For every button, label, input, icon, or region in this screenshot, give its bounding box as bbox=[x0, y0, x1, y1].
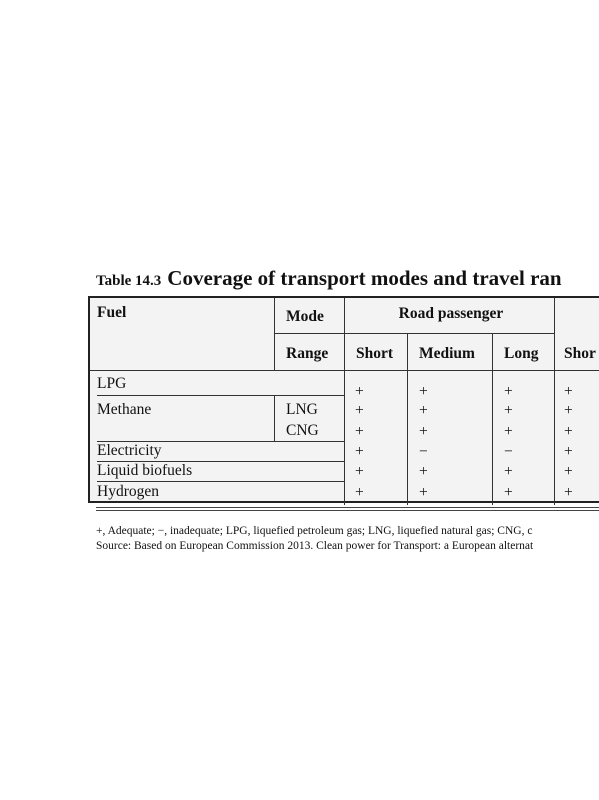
cell-hydrogen-short: + bbox=[355, 484, 364, 501]
rule-v-short bbox=[344, 298, 345, 505]
rule-h-lpg bbox=[97, 395, 344, 396]
table-bottom-rule bbox=[96, 507, 599, 508]
row-hydrogen: Hydrogen bbox=[97, 483, 159, 500]
header-range: Range bbox=[286, 345, 329, 362]
rule-v-methane bbox=[274, 395, 275, 441]
row-electricity: Electricity bbox=[97, 442, 162, 459]
cell-biofuels-short: + bbox=[355, 463, 364, 480]
rule-h-group bbox=[274, 333, 554, 334]
rule-h-biofuels bbox=[97, 481, 344, 482]
row-lpg: LPG bbox=[97, 375, 127, 392]
cell-electricity-medium: − bbox=[419, 443, 428, 460]
rule-v-long bbox=[492, 333, 493, 505]
table-number: Table 14.3 bbox=[96, 273, 162, 289]
cell-lpg-medium: + bbox=[419, 383, 428, 400]
rule-v-medium bbox=[407, 333, 408, 505]
footnote-legend: +, Adequate; −, inadequate; LPG, liquefied petroleum gas; LNG, liquefied natural gas; CNG, c bbox=[96, 525, 533, 537]
cell-lpg-short: + bbox=[355, 383, 364, 400]
header-road-passenger: Road passenger bbox=[398, 305, 504, 322]
cell-hydrogen-short-2: + bbox=[564, 484, 573, 501]
cell-biofuels-short-2: + bbox=[564, 463, 573, 480]
cell-lng-medium: + bbox=[419, 402, 428, 419]
cell-lng-short-2: + bbox=[564, 402, 573, 419]
cell-biofuels-long: + bbox=[504, 463, 513, 480]
rule-v-mode bbox=[274, 298, 275, 370]
row-liquid-biofuels: Liquid biofuels bbox=[97, 462, 193, 479]
cell-lng-long: + bbox=[504, 402, 513, 419]
row-methane: Methane bbox=[97, 401, 152, 418]
cell-electricity-long: − bbox=[504, 443, 513, 460]
cell-cng-short: + bbox=[355, 423, 364, 440]
cell-cng-medium: + bbox=[419, 423, 428, 440]
table-caption bbox=[96, 266, 562, 291]
cell-hydrogen-medium: + bbox=[419, 484, 428, 501]
header-medium: Medium bbox=[419, 345, 475, 362]
table-title: Coverage of transport modes and travel ran bbox=[167, 266, 562, 290]
header-long: Long bbox=[504, 345, 539, 362]
rule-h-header bbox=[90, 370, 599, 371]
coverage-table bbox=[88, 296, 599, 503]
cell-hydrogen-long: + bbox=[504, 484, 513, 501]
header-mode: Mode bbox=[286, 308, 324, 325]
cell-cng-long: + bbox=[504, 423, 513, 440]
cell-cng-short-2: + bbox=[564, 423, 573, 440]
cell-electricity-short: + bbox=[355, 443, 364, 460]
cell-biofuels-medium: + bbox=[419, 463, 428, 480]
header-fuel: Fuel bbox=[97, 304, 127, 321]
rule-v-group-end bbox=[554, 298, 555, 505]
header-short-2: Shor bbox=[564, 345, 596, 362]
header-short: Short bbox=[356, 345, 394, 362]
row-cng: CNG bbox=[286, 422, 319, 439]
cell-lpg-long: + bbox=[504, 383, 513, 400]
cell-electricity-short-2: + bbox=[564, 443, 573, 460]
cell-lng-short: + bbox=[355, 402, 364, 419]
row-lng: LNG bbox=[286, 401, 318, 418]
table-bottom-rule-2 bbox=[96, 510, 599, 511]
footnote-source: Source: Based on European Commission 2013. Clean power for Transport: a European alternat bbox=[96, 540, 534, 552]
cell-lpg-short-2: + bbox=[564, 383, 573, 400]
